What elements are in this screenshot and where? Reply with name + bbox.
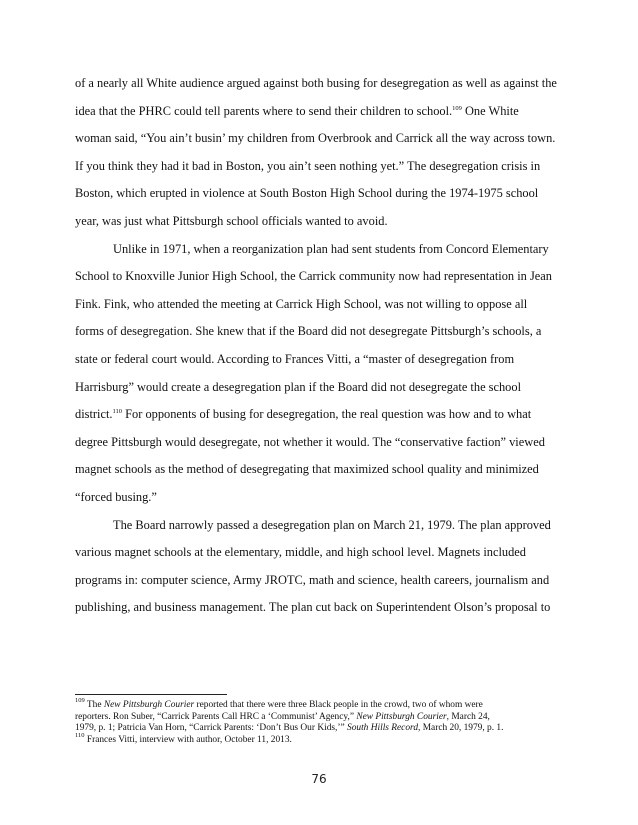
text-line: programs in: computer science, Army JROTC, math and science, health careers, journalism and (75, 572, 550, 587)
text-span: , March 24, (446, 711, 490, 722)
footnote-ref-110[interactable]: 110 (112, 408, 123, 416)
footnote-number: 110 (75, 731, 85, 739)
text-line (75, 401, 567, 429)
footnote-110 (75, 731, 575, 747)
text-span: The (84, 700, 104, 710)
text-line: various magnet schools at the elementary, middle, and high school level. Magnets included (75, 545, 526, 560)
text-line: publishing, and business management. The plan cut back on Superintendent Olson’s proposal to (75, 600, 551, 615)
footnote-line (75, 723, 575, 735)
text-line (75, 98, 567, 126)
text-span: , March 20, 1979, p. 1. (418, 723, 504, 734)
text-span: idea that the PHRC could tell parents where to send their children to school. (75, 103, 453, 118)
footnote-line (75, 712, 575, 724)
text-line: If you think they had it bad in Boston, you ain’t seen nothing yet.” The desegregation crisis in (75, 158, 541, 173)
footnote-separator (75, 694, 227, 695)
text-line: School to Knoxville Junior High School, the Carrick community now had representation in Jean (75, 269, 552, 284)
text-line: woman said, “You ain’t busin’ my children from Overbrook and Carrick all the way across town. (75, 131, 556, 146)
page-number: 76 (311, 772, 327, 786)
text-line: Boston, which erupted in violence at South Boston High School during the 1974-1975 school (75, 186, 539, 201)
text-line: Fink. Fink, who attended the meeting at Carrick High School, was not willing to oppose all (75, 296, 528, 311)
paragraph-start: Unlike in 1971, when a reorganization plan had sent students from Concord Elementary (113, 241, 549, 256)
text-line: of a nearly all White audience argued against both busing for desegregation as well as against the (75, 76, 557, 90)
publication-title: New Pittsburgh Courier (356, 711, 447, 722)
text-span: district. (75, 407, 113, 422)
body-text (75, 70, 567, 622)
text-line: “forced busing.” (75, 489, 157, 504)
footnote-ref-109[interactable]: 109 (452, 104, 462, 112)
text-span: reported that there were three Black people in the crowd, two of whom were (194, 700, 483, 710)
text-line: year, was just what Pittsburgh school officials wanted to avoid. (75, 213, 388, 228)
text-line: Harrisburg” would create a desegregation plan if the Board did not desegregate the school (75, 379, 522, 394)
text-line: magnet schools as the method of desegregating that maximized school quality and minimized (75, 462, 539, 477)
text-line: forms of desegregation. She knew that if the Board did not desegregate Pittsburgh’s schools, a (75, 324, 542, 339)
text-line: degree Pittsburgh would desegregate, not whether it would. The “conservative faction” viewed (75, 434, 545, 449)
footnote-109 (75, 697, 575, 712)
text-span: For opponents of busing for desegregation, the real question was how and to what (122, 407, 532, 422)
paragraph-start: The Board narrowly passed a desegregation plan on March 21, 1979. The plan approved (113, 517, 551, 532)
text-span: Frances Vitti, interview with author, October 11, 2013. (84, 734, 292, 745)
publication-title: New Pittsburgh Courier (103, 700, 195, 710)
text-span: 1979, p. 1; Patricia Van Horn, “Carrick Parents: ‘Don’t Bus Our Kids,’” (75, 723, 348, 734)
footnote-number: 109 (75, 697, 85, 704)
text-span: One White (461, 103, 519, 118)
text-line: state or federal court would. According to Frances Vitti, a “master of desegregation from (75, 351, 515, 366)
footnotes (75, 697, 575, 746)
text-span: reporters. Ron Suber, “Carrick Parents Call HRC a ‘Communist’ Agency,” (75, 711, 357, 722)
publication-title: South Hills Record (347, 723, 419, 734)
